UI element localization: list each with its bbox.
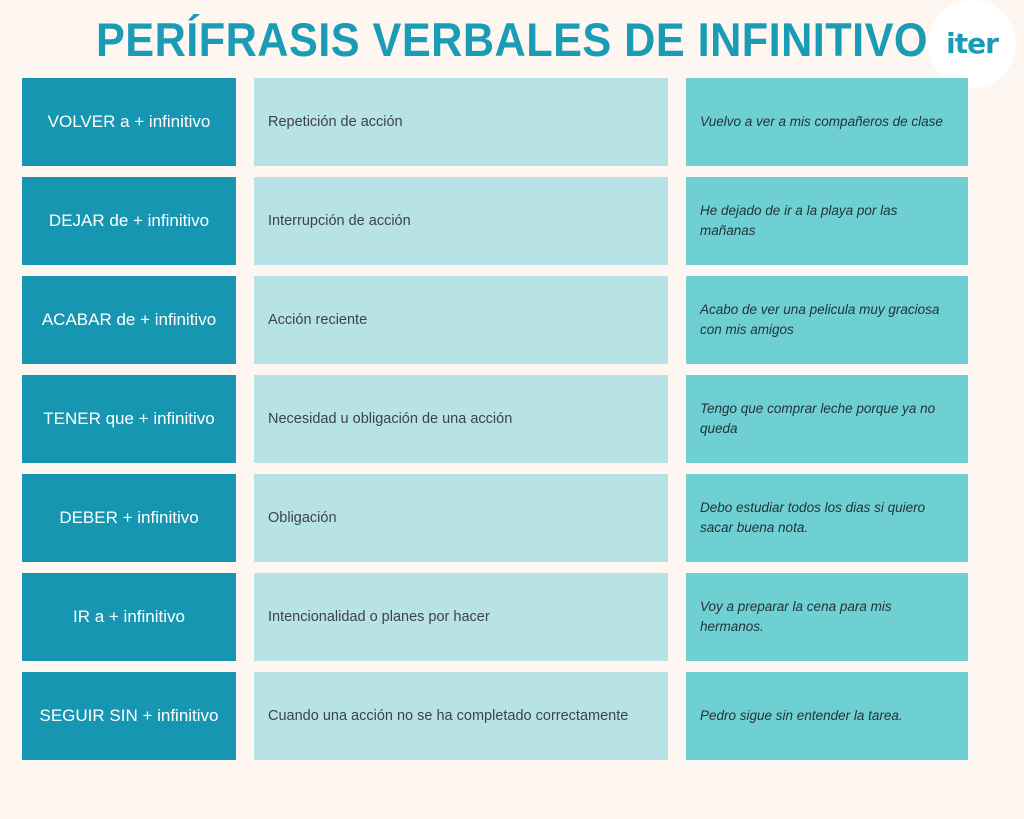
meaning-cell: Repetición de acción [254,78,668,166]
example-cell: He dejado de ir a la playa por las mañanas [686,177,968,265]
table-row [0,276,1024,364]
verbal-form-cell: DEJAR de + infinitivo [22,177,236,265]
example-cell: Tengo que comprar leche porque ya no queda [686,375,968,463]
verbal-form-cell: ACABAR de + infinitivo [22,276,236,364]
page-header [0,0,1024,78]
table-row [0,78,1024,166]
meaning-cell: Necesidad u obligación de una acción [254,375,668,463]
verbal-form-cell: DEBER + infinitivo [22,474,236,562]
table-row [0,474,1024,562]
page-title: PERÍFRASIS VERBALES DE INFINITIVO [95,13,929,66]
meaning-cell: Obligación [254,474,668,562]
example-cell: Debo estudiar todos los dias si quiero sacar buena nota. [686,474,968,562]
table-row [0,672,1024,760]
example-cell: Voy a preparar la cena para mis hermanos. [686,573,968,661]
example-cell: Acabo de ver una pelicula muy graciosa con mis amigos [686,276,968,364]
meaning-cell: Cuando una acción no se ha completado correctamente [254,672,668,760]
table-row [0,177,1024,265]
verbal-form-cell: TENER que + infinitivo [22,375,236,463]
iter-logo [928,0,1016,88]
table-row [0,375,1024,463]
meaning-cell: Interrupción de acción [254,177,668,265]
verbal-form-cell: VOLVER a + infinitivo [22,78,236,166]
verbal-form-cell: SEGUIR SIN + infinitivo [22,672,236,760]
example-cell: Pedro sigue sin entender la tarea. [686,672,968,760]
example-cell: Vuelvo a ver a mis compañeros de clase [686,78,968,166]
verbal-form-cell: IR a + infinitivo [22,573,236,661]
meaning-cell: Acción reciente [254,276,668,364]
logo-text: iter [946,27,998,60]
table-row [0,573,1024,661]
meaning-cell: Intencionalidad o planes por hacer [254,573,668,661]
periphrasis-table [0,78,1024,771]
